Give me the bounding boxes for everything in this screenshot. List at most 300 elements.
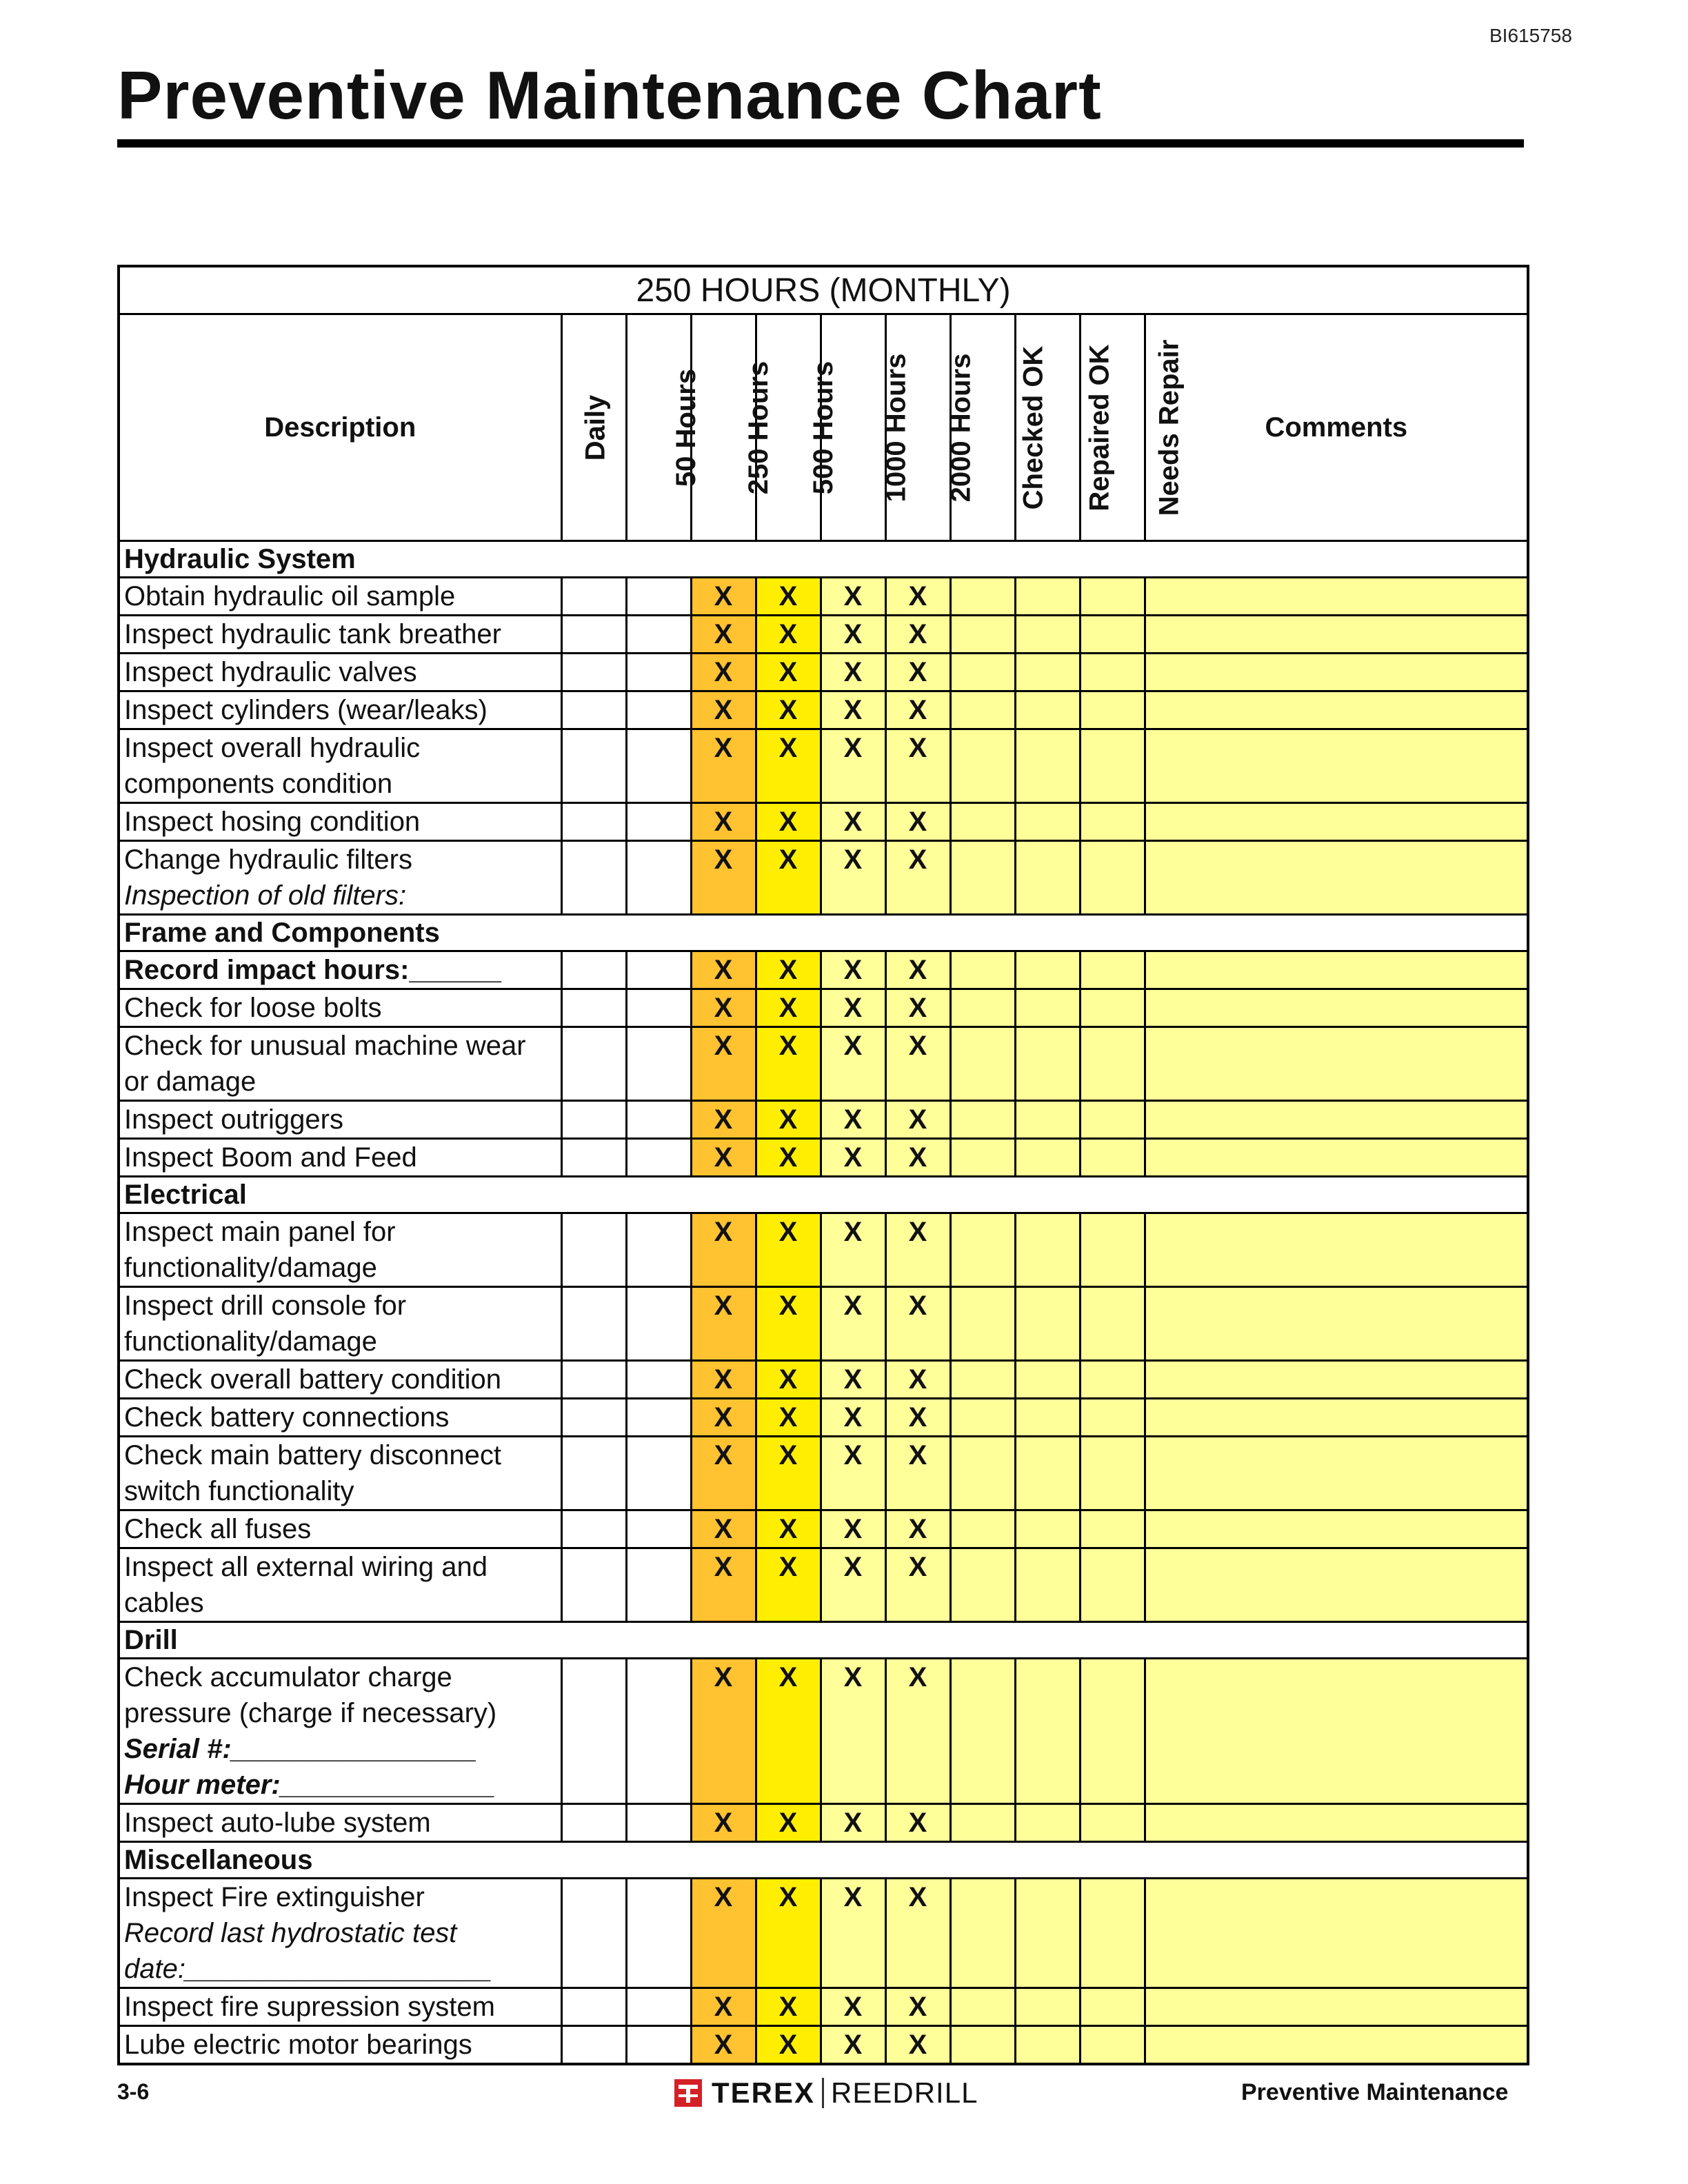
comments-cell[interactable] xyxy=(1145,1287,1528,1361)
header-needs-repair: Needs Repair xyxy=(1080,314,1145,541)
2000-hours-cell: X xyxy=(885,1659,950,1804)
daily-cell[interactable] xyxy=(561,729,626,803)
500-hours-cell: X xyxy=(756,1101,821,1139)
comments-cell[interactable] xyxy=(1145,1027,1528,1101)
section-title: Frame and Components xyxy=(119,915,1528,951)
50-hours-cell[interactable] xyxy=(626,691,691,729)
task-description xyxy=(119,951,561,989)
task-line: date:____________________ xyxy=(124,1954,492,1984)
table-row xyxy=(119,1027,1528,1101)
50-hours-cell[interactable] xyxy=(626,989,691,1027)
needs-repair-cell[interactable] xyxy=(1080,616,1145,654)
2000-hours-cell: X xyxy=(885,1988,950,2026)
checked-ok-cell[interactable] xyxy=(950,1027,1015,1101)
section-row xyxy=(119,915,1528,951)
task-line: functionality/damage xyxy=(124,1253,377,1283)
comments-cell[interactable] xyxy=(1145,1361,1528,1399)
checked-ok-cell[interactable] xyxy=(950,841,1015,915)
checked-ok-cell[interactable] xyxy=(950,1659,1015,1804)
500-hours-cell: X xyxy=(756,841,821,915)
1000-hours-cell: X xyxy=(821,803,885,841)
needs-repair-cell[interactable] xyxy=(1080,803,1145,841)
comments-cell[interactable] xyxy=(1145,578,1528,616)
needs-repair-cell[interactable] xyxy=(1080,1659,1145,1804)
1000-hours-cell: X xyxy=(821,1213,885,1287)
1000-hours-cell: X xyxy=(821,1139,885,1177)
task-description xyxy=(119,691,561,729)
daily-cell[interactable] xyxy=(561,1213,626,1287)
comments-cell[interactable] xyxy=(1145,989,1528,1027)
checked-ok-cell[interactable] xyxy=(950,1361,1015,1399)
50-hours-cell[interactable] xyxy=(626,1437,691,1510)
500-hours-cell: X xyxy=(756,803,821,841)
50-hours-cell[interactable] xyxy=(626,1213,691,1287)
needs-repair-cell[interactable] xyxy=(1080,1101,1145,1139)
checked-ok-cell[interactable] xyxy=(950,654,1015,691)
2000-hours-cell: X xyxy=(885,1139,950,1177)
500-hours-cell: X xyxy=(756,1287,821,1361)
daily-cell[interactable] xyxy=(561,2026,626,2065)
needs-repair-cell[interactable] xyxy=(1080,1804,1145,1842)
500-hours-cell: X xyxy=(756,729,821,803)
checked-ok-cell[interactable] xyxy=(950,691,1015,729)
50-hours-cell[interactable] xyxy=(626,1139,691,1177)
checked-ok-cell[interactable] xyxy=(950,803,1015,841)
table-row xyxy=(119,803,1528,841)
header-repaired-ok: Repaired OK xyxy=(1015,314,1080,541)
2000-hours-cell: X xyxy=(885,729,950,803)
section-row xyxy=(119,541,1528,578)
repaired-ok-cell[interactable] xyxy=(1015,1361,1080,1399)
header-checked-ok: Checked OK xyxy=(950,314,1015,541)
comments-cell[interactable] xyxy=(1145,616,1528,654)
table-row xyxy=(119,2026,1528,2065)
repaired-ok-cell[interactable] xyxy=(1015,1437,1080,1510)
task-description xyxy=(119,1361,561,1399)
daily-cell[interactable] xyxy=(561,1437,626,1510)
50-hours-cell[interactable] xyxy=(626,1659,691,1804)
repaired-ok-cell[interactable] xyxy=(1015,951,1080,989)
needs-repair-cell[interactable] xyxy=(1080,1399,1145,1437)
checked-ok-cell[interactable] xyxy=(950,1399,1015,1437)
needs-repair-cell[interactable] xyxy=(1080,951,1145,989)
repaired-ok-cell[interactable] xyxy=(1015,803,1080,841)
50-hours-cell[interactable] xyxy=(626,1101,691,1139)
needs-repair-cell[interactable] xyxy=(1080,1988,1145,2026)
task-line: Check all fuses xyxy=(124,1514,312,1544)
checked-ok-cell[interactable] xyxy=(950,1548,1015,1622)
checked-ok-cell[interactable] xyxy=(950,1213,1015,1287)
1000-hours-cell: X xyxy=(821,616,885,654)
250-hours-cell: X xyxy=(691,654,756,691)
500-hours-cell: X xyxy=(756,1139,821,1177)
checked-ok-cell[interactable] xyxy=(950,951,1015,989)
repaired-ok-cell[interactable] xyxy=(1015,989,1080,1027)
daily-cell[interactable] xyxy=(561,1027,626,1101)
250-hours-cell: X xyxy=(691,1101,756,1139)
needs-repair-cell[interactable] xyxy=(1080,729,1145,803)
checked-ok-cell[interactable] xyxy=(950,989,1015,1027)
2000-hours-cell: X xyxy=(885,1361,950,1399)
daily-cell[interactable] xyxy=(561,1879,626,1988)
needs-repair-cell[interactable] xyxy=(1080,1361,1145,1399)
repaired-ok-cell[interactable] xyxy=(1015,654,1080,691)
task-line: Hour meter:______________ xyxy=(124,1770,496,1800)
table-row xyxy=(119,1548,1528,1622)
table-row xyxy=(119,951,1528,989)
250-hours-cell: X xyxy=(691,1804,756,1842)
repaired-ok-cell[interactable] xyxy=(1015,578,1080,616)
repaired-ok-cell[interactable] xyxy=(1015,1988,1080,2026)
50-hours-cell[interactable] xyxy=(626,729,691,803)
task-line: or damage xyxy=(124,1066,257,1097)
needs-repair-cell[interactable] xyxy=(1080,654,1145,691)
1000-hours-cell: X xyxy=(821,1361,885,1399)
comments-cell[interactable] xyxy=(1145,729,1528,803)
50-hours-cell[interactable] xyxy=(626,841,691,915)
task-line: Inspect fire supression system xyxy=(124,1992,495,2022)
50-hours-cell[interactable] xyxy=(626,654,691,691)
comments-cell[interactable] xyxy=(1145,1879,1528,1988)
table-row xyxy=(119,841,1528,915)
repaired-ok-cell[interactable] xyxy=(1015,2026,1080,2065)
50-hours-cell[interactable] xyxy=(626,1027,691,1101)
comments-cell[interactable] xyxy=(1145,1510,1528,1548)
1000-hours-cell: X xyxy=(821,841,885,915)
250-hours-cell: X xyxy=(691,691,756,729)
task-description xyxy=(119,1437,561,1510)
250-hours-cell: X xyxy=(691,1027,756,1101)
comments-cell[interactable] xyxy=(1145,2026,1528,2065)
2000-hours-cell: X xyxy=(885,803,950,841)
task-description xyxy=(119,841,561,915)
500-hours-cell: X xyxy=(756,1361,821,1399)
comments-cell[interactable] xyxy=(1145,1213,1528,1287)
repaired-ok-cell[interactable] xyxy=(1015,1804,1080,1842)
daily-cell[interactable] xyxy=(561,1101,626,1139)
logo-divider xyxy=(822,2078,824,2108)
task-line: Inspect hydraulic valves xyxy=(124,657,417,687)
500-hours-cell: X xyxy=(756,2026,821,2065)
checked-ok-cell[interactable] xyxy=(950,1139,1015,1177)
500-hours-cell: X xyxy=(756,1437,821,1510)
50-hours-cell[interactable] xyxy=(626,1510,691,1548)
1000-hours-cell: X xyxy=(821,1027,885,1101)
needs-repair-cell[interactable] xyxy=(1080,1510,1145,1548)
daily-cell[interactable] xyxy=(561,1988,626,2026)
table-row xyxy=(119,1988,1528,2026)
500-hours-cell: X xyxy=(756,691,821,729)
task-line: Inspect auto-lube system xyxy=(124,1808,431,1838)
comments-cell[interactable] xyxy=(1145,951,1528,989)
2000-hours-cell: X xyxy=(885,654,950,691)
table-row xyxy=(119,691,1528,729)
checked-ok-cell[interactable] xyxy=(950,1988,1015,2026)
needs-repair-cell[interactable] xyxy=(1080,1437,1145,1510)
daily-cell[interactable] xyxy=(561,1287,626,1361)
500-hours-cell: X xyxy=(756,1804,821,1842)
needs-repair-cell[interactable] xyxy=(1080,578,1145,616)
repaired-ok-cell[interactable] xyxy=(1015,1879,1080,1988)
header-comments: Comments xyxy=(1145,314,1528,541)
daily-cell[interactable] xyxy=(561,951,626,989)
1000-hours-cell: X xyxy=(821,729,885,803)
repaired-ok-cell[interactable] xyxy=(1015,729,1080,803)
50-hours-cell[interactable] xyxy=(626,1548,691,1622)
needs-repair-cell[interactable] xyxy=(1080,841,1145,915)
needs-repair-cell[interactable] xyxy=(1080,1213,1145,1287)
2000-hours-cell: X xyxy=(885,578,950,616)
daily-cell[interactable] xyxy=(561,989,626,1027)
task-description xyxy=(119,803,561,841)
task-description xyxy=(119,1027,561,1101)
1000-hours-cell: X xyxy=(821,1548,885,1622)
needs-repair-cell[interactable] xyxy=(1080,1548,1145,1622)
daily-cell[interactable] xyxy=(561,578,626,616)
comments-cell[interactable] xyxy=(1145,1139,1528,1177)
section-title: Electrical xyxy=(119,1177,1528,1213)
2000-hours-cell: X xyxy=(885,616,950,654)
task-line: Record impact hours:______ xyxy=(124,955,501,985)
repaired-ok-cell[interactable] xyxy=(1015,691,1080,729)
250-hours-cell: X xyxy=(691,1879,756,1988)
daily-cell[interactable] xyxy=(561,1139,626,1177)
1000-hours-cell: X xyxy=(821,2026,885,2065)
2000-hours-cell: X xyxy=(885,1213,950,1287)
comments-cell[interactable] xyxy=(1145,1437,1528,1510)
task-description xyxy=(119,1510,561,1548)
daily-cell[interactable] xyxy=(561,841,626,915)
checked-ok-cell[interactable] xyxy=(950,1287,1015,1361)
section-title: Hydraulic System xyxy=(119,541,1528,578)
500-hours-cell: X xyxy=(756,989,821,1027)
2000-hours-cell: X xyxy=(885,1879,950,1988)
table-row xyxy=(119,1659,1528,1804)
250-hours-cell: X xyxy=(691,1510,756,1548)
task-line: Inspect Fire extinguisher xyxy=(124,1882,425,1912)
checked-ok-cell[interactable] xyxy=(950,616,1015,654)
page-number: 3-6 xyxy=(117,2079,150,2104)
comments-cell[interactable] xyxy=(1145,691,1528,729)
header-daily: Daily xyxy=(561,314,626,541)
checked-ok-cell[interactable] xyxy=(950,1879,1015,1988)
1000-hours-cell: X xyxy=(821,1399,885,1437)
1000-hours-cell: X xyxy=(821,578,885,616)
task-line: Inspect all external wiring and xyxy=(124,1552,488,1582)
checked-ok-cell[interactable] xyxy=(950,578,1015,616)
header-2000-hours: 2000 Hours xyxy=(885,314,950,541)
repaired-ok-cell[interactable] xyxy=(1015,1659,1080,1804)
terex-reedrill-logo xyxy=(674,2076,978,2110)
task-line: Inspect overall hydraulic xyxy=(124,733,421,763)
task-description xyxy=(119,989,561,1027)
comments-cell[interactable] xyxy=(1145,1988,1528,2026)
repaired-ok-cell[interactable] xyxy=(1015,1399,1080,1437)
daily-cell[interactable] xyxy=(561,1361,626,1399)
needs-repair-cell[interactable] xyxy=(1080,1139,1145,1177)
repaired-ok-cell[interactable] xyxy=(1015,1213,1080,1287)
task-description xyxy=(119,578,561,616)
table-banner: 250 HOURS (MONTHLY) xyxy=(119,266,1528,314)
logo-brand-secondary: REEDRILL xyxy=(831,2076,978,2109)
needs-repair-cell[interactable] xyxy=(1080,1879,1145,1988)
50-hours-cell[interactable] xyxy=(626,578,691,616)
daily-cell[interactable] xyxy=(561,654,626,691)
50-hours-cell[interactable] xyxy=(626,1399,691,1437)
500-hours-cell: X xyxy=(756,1988,821,2026)
50-hours-cell[interactable] xyxy=(626,1879,691,1988)
repaired-ok-cell[interactable] xyxy=(1015,616,1080,654)
task-line: Check for unusual machine wear xyxy=(124,1031,526,1061)
checked-ok-cell[interactable] xyxy=(950,2026,1015,2065)
task-line: Check accumulator charge xyxy=(124,1662,452,1692)
500-hours-cell: X xyxy=(756,1879,821,1988)
50-hours-cell[interactable] xyxy=(626,616,691,654)
50-hours-cell[interactable] xyxy=(626,1287,691,1361)
section-row xyxy=(119,1177,1528,1213)
repaired-ok-cell[interactable] xyxy=(1015,1027,1080,1101)
task-line: components condition xyxy=(124,769,393,799)
50-hours-cell[interactable] xyxy=(626,1361,691,1399)
500-hours-cell: X xyxy=(756,1399,821,1437)
task-description xyxy=(119,1879,561,1988)
task-line: Inspect drill console for xyxy=(124,1291,407,1321)
footer-section-title: Preventive Maintenance xyxy=(1241,2079,1509,2105)
250-hours-cell: X xyxy=(691,803,756,841)
task-description xyxy=(119,1399,561,1437)
header-description: Description xyxy=(119,314,561,541)
250-hours-cell: X xyxy=(691,1659,756,1804)
task-description xyxy=(119,1101,561,1139)
1000-hours-cell: X xyxy=(821,1804,885,1842)
daily-cell[interactable] xyxy=(561,1510,626,1548)
250-hours-cell: X xyxy=(691,1988,756,2026)
checked-ok-cell[interactable] xyxy=(950,1804,1015,1842)
250-hours-cell: X xyxy=(691,989,756,1027)
50-hours-cell[interactable] xyxy=(626,1804,691,1842)
task-description xyxy=(119,1988,561,2026)
table-row xyxy=(119,1361,1528,1399)
task-line: functionality/damage xyxy=(124,1326,377,1357)
needs-repair-cell[interactable] xyxy=(1080,1287,1145,1361)
daily-cell[interactable] xyxy=(561,803,626,841)
2000-hours-cell: X xyxy=(885,1548,950,1622)
needs-repair-cell[interactable] xyxy=(1080,1027,1145,1101)
2000-hours-cell: X xyxy=(885,1437,950,1510)
task-description xyxy=(119,1213,561,1287)
task-line: Check battery connections xyxy=(124,1402,450,1433)
checked-ok-cell[interactable] xyxy=(950,1510,1015,1548)
daily-cell[interactable] xyxy=(561,691,626,729)
checked-ok-cell[interactable] xyxy=(950,1101,1015,1139)
1000-hours-cell: X xyxy=(821,1659,885,1804)
2000-hours-cell: X xyxy=(885,1101,950,1139)
comments-cell[interactable] xyxy=(1145,1399,1528,1437)
daily-cell[interactable] xyxy=(561,1399,626,1437)
repaired-ok-cell[interactable] xyxy=(1015,1548,1080,1622)
2000-hours-cell: X xyxy=(885,1399,950,1437)
comments-cell[interactable] xyxy=(1145,803,1528,841)
comments-cell[interactable] xyxy=(1145,1548,1528,1622)
daily-cell[interactable] xyxy=(561,616,626,654)
250-hours-cell: X xyxy=(691,729,756,803)
table-row xyxy=(119,1399,1528,1437)
table-row xyxy=(119,654,1528,691)
task-line: Inspect Boom and Feed xyxy=(124,1142,417,1173)
50-hours-cell[interactable] xyxy=(626,803,691,841)
comments-cell[interactable] xyxy=(1145,1659,1528,1804)
50-hours-cell[interactable] xyxy=(626,2026,691,2065)
comments-cell[interactable] xyxy=(1145,1804,1528,1842)
checked-ok-cell[interactable] xyxy=(950,1437,1015,1510)
task-description xyxy=(119,1548,561,1622)
task-line: Check overall battery condition xyxy=(124,1364,501,1395)
1000-hours-cell: X xyxy=(821,1101,885,1139)
2000-hours-cell: X xyxy=(885,691,950,729)
1000-hours-cell: X xyxy=(821,1287,885,1361)
needs-repair-cell[interactable] xyxy=(1080,2026,1145,2065)
table-row xyxy=(119,578,1528,616)
table-row xyxy=(119,1213,1528,1287)
table-row xyxy=(119,1437,1528,1510)
section-row xyxy=(119,1622,1528,1659)
250-hours-cell: X xyxy=(691,1399,756,1437)
repaired-ok-cell[interactable] xyxy=(1015,1101,1080,1139)
task-line: Inspect outriggers xyxy=(124,1104,343,1135)
header-1000-hours: 1000 Hours xyxy=(821,314,885,541)
500-hours-cell: X xyxy=(756,616,821,654)
header-50-hours: 50 Hours xyxy=(626,314,691,541)
terex-logo-icon xyxy=(674,2079,702,2107)
checked-ok-cell[interactable] xyxy=(950,729,1015,803)
daily-cell[interactable] xyxy=(561,1659,626,1804)
2000-hours-cell: X xyxy=(885,2026,950,2065)
task-description xyxy=(119,1659,561,1804)
50-hours-cell[interactable] xyxy=(626,1988,691,2026)
repaired-ok-cell[interactable] xyxy=(1015,1139,1080,1177)
1000-hours-cell: X xyxy=(821,1879,885,1988)
repaired-ok-cell[interactable] xyxy=(1015,1287,1080,1361)
comments-cell[interactable] xyxy=(1145,841,1528,915)
2000-hours-cell: X xyxy=(885,1510,950,1548)
daily-cell[interactable] xyxy=(561,1804,626,1842)
repaired-ok-cell[interactable] xyxy=(1015,841,1080,915)
task-line: Change hydraulic filters xyxy=(124,845,412,875)
task-line: Obtain hydraulic oil sample xyxy=(124,581,456,611)
table-row xyxy=(119,1879,1528,1988)
daily-cell[interactable] xyxy=(561,1548,626,1622)
task-description xyxy=(119,1287,561,1361)
comments-cell[interactable] xyxy=(1145,654,1528,691)
task-line: pressure (charge if necessary) xyxy=(124,1698,497,1728)
repaired-ok-cell[interactable] xyxy=(1015,1510,1080,1548)
logo-brand: TEREX xyxy=(712,2076,816,2109)
table-row xyxy=(119,1101,1528,1139)
50-hours-cell[interactable] xyxy=(626,951,691,989)
500-hours-cell: X xyxy=(756,1213,821,1287)
needs-repair-cell[interactable] xyxy=(1080,691,1145,729)
1000-hours-cell: X xyxy=(821,1510,885,1548)
task-line: Lube electric motor bearings xyxy=(124,2030,472,2060)
task-line: Inspection of old filters: xyxy=(124,880,407,911)
task-description xyxy=(119,729,561,803)
needs-repair-cell[interactable] xyxy=(1080,989,1145,1027)
task-line: Check for loose bolts xyxy=(124,993,382,1023)
comments-cell[interactable] xyxy=(1145,1101,1528,1139)
250-hours-cell: X xyxy=(691,1361,756,1399)
500-hours-cell: X xyxy=(756,1027,821,1101)
task-line: Inspect hosing condition xyxy=(124,807,421,837)
